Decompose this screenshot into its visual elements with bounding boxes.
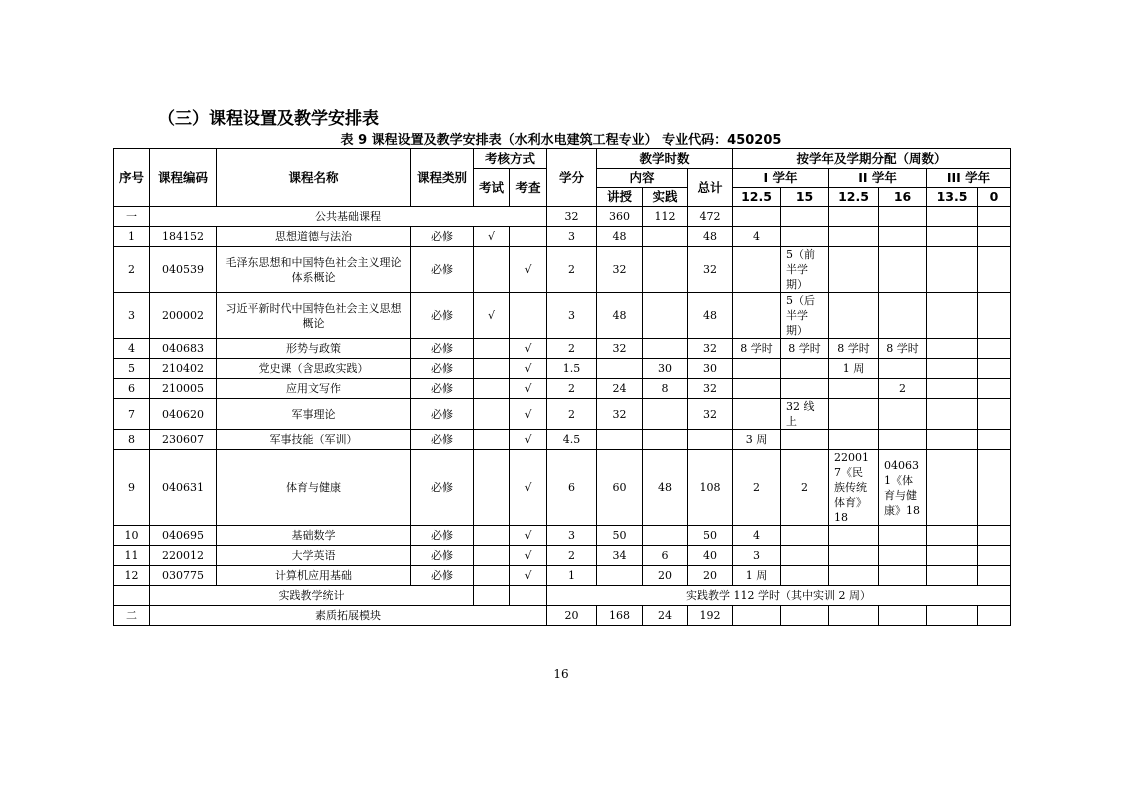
row-seq: 9 [114, 450, 150, 526]
table-row [114, 247, 1011, 293]
row-sem4 [879, 566, 927, 586]
row-type: 必修 [411, 227, 474, 247]
row-sem3 [829, 293, 879, 339]
row-name: 计算机应用基础 [217, 566, 411, 586]
row-sem5 [927, 399, 978, 430]
row-exam [474, 450, 510, 526]
row-sem5 [927, 430, 978, 450]
row-sem6 [978, 293, 1011, 339]
row-lecture: 48 [597, 227, 643, 247]
row-sem6 [978, 339, 1011, 359]
row-total: 32 [688, 379, 733, 399]
row-lecture [597, 430, 643, 450]
row-sem4: 040631《体育与健康》18 [879, 450, 927, 526]
row-name: 党史课（含思政实践） [217, 359, 411, 379]
table-row [114, 546, 1011, 566]
row-check [510, 227, 547, 247]
row-type: 必修 [411, 566, 474, 586]
row-type: 必修 [411, 526, 474, 546]
table-row [114, 339, 1011, 359]
row-seq: 2 [114, 247, 150, 293]
row-code: 210402 [150, 359, 217, 379]
table-caption: 表 9 课程设置及教学安排表（水利水电建筑工程专业） 专业代码：450205 [340, 133, 782, 148]
table-row [114, 293, 1011, 339]
row-practice: 6 [643, 546, 688, 566]
group-credit: 32 [547, 207, 597, 227]
row-name: 大学英语 [217, 546, 411, 566]
header-type: 课程类别 [411, 149, 474, 207]
group-total: 192 [688, 606, 733, 626]
header-week: 15 [781, 188, 829, 207]
row-sem5 [927, 450, 978, 526]
table-row [114, 227, 1011, 247]
row-credit: 6 [547, 450, 597, 526]
row-name: 形势与政策 [217, 339, 411, 359]
row-check: √ [510, 546, 547, 566]
row-sem4 [879, 546, 927, 566]
row-practice: 8 [643, 379, 688, 399]
row-sem1: 3 周 [733, 430, 781, 450]
row-sem6 [978, 227, 1011, 247]
group-seq: 一 [114, 207, 150, 227]
row-total: 32 [688, 399, 733, 430]
header-year2: II 学年 [829, 169, 927, 188]
row-practice: 20 [643, 566, 688, 586]
row-type: 必修 [411, 546, 474, 566]
row-seq: 7 [114, 399, 150, 430]
row-lecture: 34 [597, 546, 643, 566]
row-name: 基础数学 [217, 526, 411, 546]
row-sem6 [978, 566, 1011, 586]
row-sem3 [829, 227, 879, 247]
row-sem2 [781, 227, 829, 247]
row-lecture: 32 [597, 247, 643, 293]
row-sem1 [733, 293, 781, 339]
row-credit: 2 [547, 379, 597, 399]
table-row [114, 526, 1011, 546]
row-seq: 5 [114, 359, 150, 379]
row-practice [643, 399, 688, 430]
practice-stats-row [114, 586, 1011, 606]
row-sem3: 220017《民族传统体育》18 [829, 450, 879, 526]
row-credit: 4.5 [547, 430, 597, 450]
group-name: 公共基础课程 [150, 207, 547, 227]
row-type: 必修 [411, 359, 474, 379]
row-check: √ [510, 526, 547, 546]
row-sem3: 8 学时 [829, 339, 879, 359]
row-practice [643, 430, 688, 450]
row-sem2 [781, 430, 829, 450]
row-sem5 [927, 379, 978, 399]
group-total: 472 [688, 207, 733, 227]
row-practice [643, 227, 688, 247]
row-sem3 [829, 247, 879, 293]
row-credit: 2 [547, 339, 597, 359]
table-row [114, 430, 1011, 450]
row-sem2: 5（后半学期） [781, 293, 829, 339]
row-sem3 [829, 399, 879, 430]
course-rows [114, 227, 1011, 586]
row-check: √ [510, 450, 547, 526]
row-code: 040539 [150, 247, 217, 293]
row-total: 20 [688, 566, 733, 586]
table-row [114, 450, 1011, 526]
row-practice [643, 247, 688, 293]
header-code: 课程编码 [150, 149, 217, 207]
row-sem5 [927, 566, 978, 586]
row-sem2: 2 [781, 450, 829, 526]
row-exam [474, 359, 510, 379]
row-code: 030775 [150, 566, 217, 586]
header-week: 12.5 [829, 188, 879, 207]
row-code: 210005 [150, 379, 217, 399]
header-practice: 实践 [643, 188, 688, 207]
row-sem6 [978, 546, 1011, 566]
row-sem3 [829, 546, 879, 566]
row-type: 必修 [411, 339, 474, 359]
row-exam [474, 339, 510, 359]
row-sem1 [733, 359, 781, 379]
row-type: 必修 [411, 379, 474, 399]
row-sem2 [781, 379, 829, 399]
header-assess: 考核方式 [474, 149, 547, 169]
row-lecture: 50 [597, 526, 643, 546]
row-practice [643, 293, 688, 339]
row-sem4 [879, 526, 927, 546]
row-check: √ [510, 430, 547, 450]
group-seq: 二 [114, 606, 150, 626]
table-row [114, 399, 1011, 430]
row-name: 军事技能（军训） [217, 430, 411, 450]
row-sem3: 1 周 [829, 359, 879, 379]
row-seq: 11 [114, 546, 150, 566]
row-seq: 1 [114, 227, 150, 247]
row-sem4: 8 学时 [879, 339, 927, 359]
row-sem4 [879, 247, 927, 293]
row-seq: 8 [114, 430, 150, 450]
group-row [114, 606, 1011, 626]
table-row [114, 359, 1011, 379]
practice-stats-value: 实践教学 112 学时（其中实训 2 周） [547, 586, 1011, 606]
row-lecture [597, 566, 643, 586]
header-total: 总计 [688, 169, 733, 207]
row-total: 108 [688, 450, 733, 526]
header-year3: III 学年 [927, 169, 1011, 188]
row-type: 必修 [411, 430, 474, 450]
row-exam: √ [474, 293, 510, 339]
practice-stats-label: 实践教学统计 [150, 586, 474, 606]
row-check: √ [510, 339, 547, 359]
row-lecture [597, 359, 643, 379]
row-sem4 [879, 293, 927, 339]
row-sem3 [829, 430, 879, 450]
header-week: 0 [978, 188, 1011, 207]
row-sem1: 8 学时 [733, 339, 781, 359]
header-week: 13.5 [927, 188, 978, 207]
row-sem4 [879, 399, 927, 430]
row-total: 32 [688, 339, 733, 359]
row-sem6 [978, 247, 1011, 293]
group-name: 素质拓展模块 [150, 606, 547, 626]
header-week: 16 [879, 188, 927, 207]
row-sem6 [978, 359, 1011, 379]
row-total: 30 [688, 359, 733, 379]
course-schedule-table [113, 148, 1011, 626]
row-exam [474, 247, 510, 293]
row-code: 040620 [150, 399, 217, 430]
table-row [114, 566, 1011, 586]
row-exam [474, 566, 510, 586]
group-practice: 24 [643, 606, 688, 626]
row-code: 184152 [150, 227, 217, 247]
group-lecture: 168 [597, 606, 643, 626]
row-check: √ [510, 566, 547, 586]
row-total: 48 [688, 227, 733, 247]
row-sem4 [879, 227, 927, 247]
row-sem5 [927, 227, 978, 247]
row-credit: 1 [547, 566, 597, 586]
row-sem5 [927, 526, 978, 546]
row-lecture: 24 [597, 379, 643, 399]
row-sem1: 4 [733, 227, 781, 247]
row-check: √ [510, 247, 547, 293]
row-lecture: 60 [597, 450, 643, 526]
row-sem2 [781, 546, 829, 566]
group-lecture: 360 [597, 207, 643, 227]
row-credit: 2 [547, 247, 597, 293]
header-content: 内容 [597, 169, 688, 188]
row-total: 40 [688, 546, 733, 566]
row-code: 220012 [150, 546, 217, 566]
row-credit: 3 [547, 526, 597, 546]
row-sem4: 2 [879, 379, 927, 399]
row-code: 040631 [150, 450, 217, 526]
header-exam: 考试 [474, 169, 510, 207]
header-lecture: 讲授 [597, 188, 643, 207]
row-sem2: 8 学时 [781, 339, 829, 359]
row-sem5 [927, 359, 978, 379]
row-name: 应用文写作 [217, 379, 411, 399]
row-seq: 6 [114, 379, 150, 399]
group-credit: 20 [547, 606, 597, 626]
row-credit: 3 [547, 293, 597, 339]
header-dist: 按学年及学期分配（周数） [733, 149, 1011, 169]
row-exam [474, 526, 510, 546]
row-sem6 [978, 450, 1011, 526]
row-sem3 [829, 379, 879, 399]
row-check: √ [510, 399, 547, 430]
row-practice: 48 [643, 450, 688, 526]
row-exam [474, 399, 510, 430]
row-sem1: 2 [733, 450, 781, 526]
row-credit: 1.5 [547, 359, 597, 379]
section-title: （三）课程设置及教学安排表 [158, 109, 379, 129]
row-total: 32 [688, 247, 733, 293]
row-code: 200002 [150, 293, 217, 339]
row-type: 必修 [411, 399, 474, 430]
row-check: √ [510, 379, 547, 399]
row-sem1: 1 周 [733, 566, 781, 586]
header-credit: 学分 [547, 149, 597, 207]
header-name: 课程名称 [217, 149, 411, 207]
row-name: 思想道德与法治 [217, 227, 411, 247]
row-sem6 [978, 379, 1011, 399]
page-number: 16 [553, 667, 569, 681]
row-name: 毛泽东思想和中国特色社会主义理论体系概论 [217, 247, 411, 293]
row-sem5 [927, 293, 978, 339]
row-code: 040683 [150, 339, 217, 359]
row-credit: 2 [547, 399, 597, 430]
header-week: 12.5 [733, 188, 781, 207]
row-sem5 [927, 247, 978, 293]
row-exam [474, 430, 510, 450]
row-credit: 2 [547, 546, 597, 566]
row-seq: 12 [114, 566, 150, 586]
row-sem1 [733, 379, 781, 399]
row-sem2: 32 线上 [781, 399, 829, 430]
row-sem5 [927, 339, 978, 359]
row-check [510, 293, 547, 339]
row-sem1: 4 [733, 526, 781, 546]
row-name: 军事理论 [217, 399, 411, 430]
row-seq: 3 [114, 293, 150, 339]
row-sem1 [733, 399, 781, 430]
row-sem6 [978, 430, 1011, 450]
row-exam [474, 379, 510, 399]
row-type: 必修 [411, 293, 474, 339]
table-row [114, 379, 1011, 399]
row-practice: 30 [643, 359, 688, 379]
row-type: 必修 [411, 450, 474, 526]
row-exam: √ [474, 227, 510, 247]
row-sem2 [781, 359, 829, 379]
header-check: 考查 [510, 169, 547, 207]
header-seq: 序号 [114, 149, 150, 207]
row-check: √ [510, 359, 547, 379]
row-total [688, 430, 733, 450]
row-lecture: 48 [597, 293, 643, 339]
row-sem6 [978, 526, 1011, 546]
row-name: 习近平新时代中国特色社会主义思想概论 [217, 293, 411, 339]
header-year1: I 学年 [733, 169, 829, 188]
row-sem2 [781, 526, 829, 546]
row-type: 必修 [411, 247, 474, 293]
row-sem4 [879, 359, 927, 379]
group-row [114, 207, 1011, 227]
row-exam [474, 546, 510, 566]
row-seq: 10 [114, 526, 150, 546]
row-code: 230607 [150, 430, 217, 450]
row-sem2 [781, 566, 829, 586]
row-seq: 4 [114, 339, 150, 359]
row-total: 48 [688, 293, 733, 339]
group-practice: 112 [643, 207, 688, 227]
row-sem2: 5（前半学期） [781, 247, 829, 293]
row-lecture: 32 [597, 339, 643, 359]
row-practice [643, 526, 688, 546]
row-total: 50 [688, 526, 733, 546]
row-code: 040695 [150, 526, 217, 546]
row-sem3 [829, 566, 879, 586]
row-sem3 [829, 526, 879, 546]
row-practice [643, 339, 688, 359]
row-sem6 [978, 399, 1011, 430]
row-sem1 [733, 247, 781, 293]
header-hours: 教学时数 [597, 149, 733, 169]
row-name: 体育与健康 [217, 450, 411, 526]
row-lecture: 32 [597, 399, 643, 430]
row-sem4 [879, 430, 927, 450]
row-sem5 [927, 546, 978, 566]
row-credit: 3 [547, 227, 597, 247]
row-sem1: 3 [733, 546, 781, 566]
